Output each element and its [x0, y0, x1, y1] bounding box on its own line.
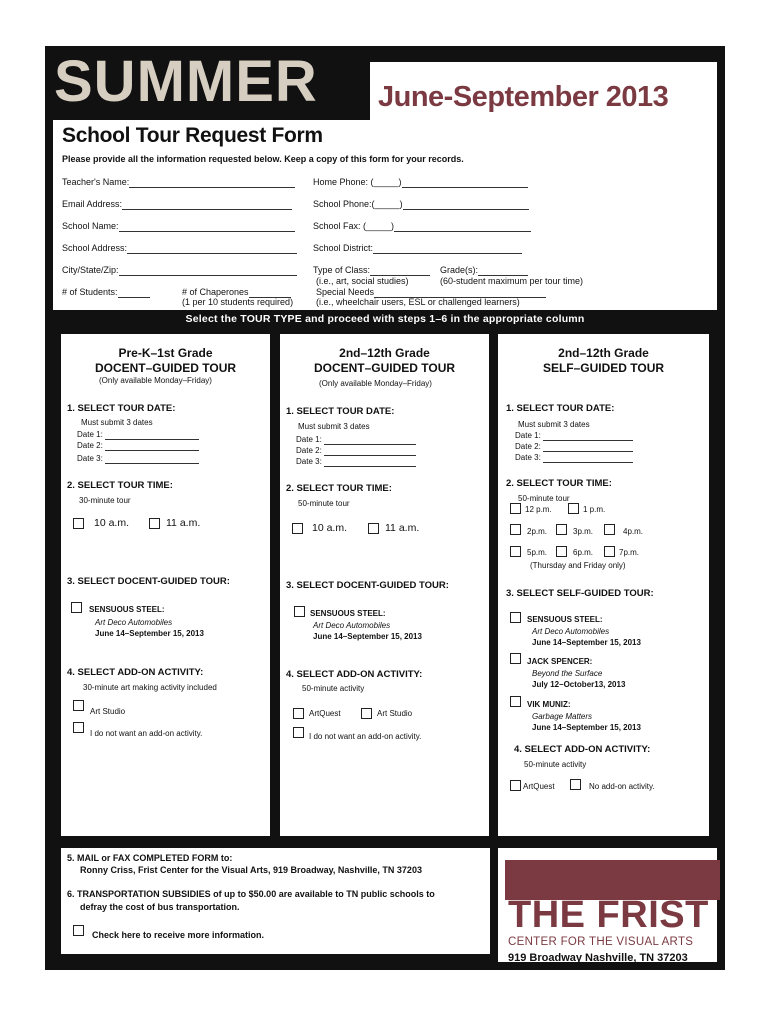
- col3-step3: 3. SELECT SELF-GUIDED TOUR:: [506, 588, 654, 599]
- col2-11am-checkbox[interactable]: [368, 523, 379, 534]
- col2-11am-label: 11 a.m.: [385, 522, 420, 534]
- school-address-field[interactable]: [62, 243, 297, 254]
- col2-date2-label: Date 2:: [296, 446, 322, 455]
- col3-step4: 4. SELECT ADD-ON ACTIVITY:: [514, 744, 651, 755]
- col1-date1-field[interactable]: [77, 429, 199, 440]
- grades-note: (60-student maximum per tour time): [440, 276, 584, 286]
- col2-step1-note: Must submit 3 dates: [298, 422, 370, 431]
- column-2-12-docent: [280, 334, 489, 836]
- more-info-label: Check here to receive more information.: [92, 930, 265, 940]
- col2-date3-label: Date 3:: [296, 457, 322, 466]
- col2-artquest-checkbox[interactable]: [293, 708, 304, 719]
- col3-date1-label: Date 1:: [515, 431, 541, 440]
- school-phone-field[interactable]: [313, 199, 529, 210]
- col3-step2-note: 50-minute tour: [518, 494, 570, 503]
- col3-tour1-subtitle: Art Deco Automobiles: [532, 627, 610, 636]
- col3-date3-field[interactable]: [515, 452, 633, 463]
- email-field[interactable]: [62, 199, 292, 210]
- col3-3pm-label: 3p.m.: [573, 527, 594, 536]
- col3-tour2-subtitle: Beyond the Surface: [532, 669, 603, 678]
- step5-address: Ronny Criss, Frist Center for the Visual Arts, 919 Broadway, Nashville, TN 37203: [80, 865, 422, 875]
- col3-jack-spencer-checkbox[interactable]: [510, 653, 521, 664]
- school-name-label: School Name:: [62, 221, 119, 231]
- col1-date1-label: Date 1:: [77, 430, 103, 439]
- col2-step2-note: 50-minute tour: [298, 499, 350, 508]
- school-district-field[interactable]: [313, 243, 522, 254]
- logo-subtitle: CENTER FOR THE VISUAL ARTS: [508, 936, 694, 948]
- col1-art-studio-label: Art Studio: [90, 707, 126, 716]
- city-state-zip-field[interactable]: [62, 265, 297, 276]
- col3-artquest-label: ArtQuest: [523, 782, 555, 791]
- form-title: School Tour Request Form: [62, 124, 323, 147]
- col1-grade-heading: Pre-K–1st Grade: [118, 346, 213, 360]
- col2-date1-label: Date 1:: [296, 435, 322, 444]
- col1-step4: 4. SELECT ADD-ON ACTIVITY:: [67, 667, 204, 678]
- col1-art-studio-checkbox[interactable]: [73, 700, 84, 711]
- col1-10am-label: 10 a.m.: [94, 517, 130, 529]
- special-needs-note: (i.e., wheelchair users, ESL or challenged learners): [316, 297, 520, 307]
- logo-address: 919 Broadway Nashville, TN 37203: [508, 952, 688, 964]
- students-label: # of Students:: [62, 287, 118, 297]
- grades-field[interactable]: [440, 265, 528, 276]
- col3-date2-label: Date 2:: [515, 442, 541, 451]
- col1-11am-checkbox[interactable]: [149, 518, 160, 529]
- more-info-checkbox[interactable]: [73, 925, 84, 936]
- col3-12pm-checkbox[interactable]: [510, 503, 521, 514]
- column-2-12-self-guided: [498, 334, 709, 836]
- col3-tour3-dates: June 14–September 15, 2013: [532, 723, 641, 732]
- chaperones-note: (1 per 10 students required): [182, 297, 294, 307]
- col1-11am-label: 11 a.m.: [166, 517, 201, 529]
- col3-7pm-label: 7p.m.: [619, 548, 640, 557]
- city-label: City/State/Zip:: [62, 265, 119, 275]
- col2-10am-checkbox[interactable]: [292, 523, 303, 534]
- col2-art-studio-checkbox[interactable]: [361, 708, 372, 719]
- form-instructions: Please provide all the information requested below. Keep a copy of this form for your records.: [62, 154, 464, 164]
- col3-3pm-checkbox[interactable]: [556, 524, 567, 535]
- col1-sensuous-steel-checkbox[interactable]: [71, 602, 82, 613]
- col2-step3: 3. SELECT DOCENT-GUIDED TOUR:: [286, 580, 449, 591]
- col3-5pm-checkbox[interactable]: [510, 546, 521, 557]
- col1-step2-note: 30-minute tour: [79, 496, 131, 505]
- col3-tour2-dates: July 12–October13, 2013: [532, 680, 626, 689]
- school-name-field[interactable]: [62, 221, 295, 232]
- col1-date3-field[interactable]: [77, 453, 199, 464]
- teacher-name-field[interactable]: [62, 177, 295, 188]
- type-of-class-field[interactable]: [313, 265, 430, 276]
- col3-step4-note: 50-minute activity: [524, 760, 587, 769]
- col3-artquest-checkbox[interactable]: [510, 780, 521, 791]
- col2-tour-type-heading: DOCENT–GUIDED TOUR: [313, 361, 456, 375]
- col1-step4-note: 30-minute art making activity included: [83, 683, 217, 692]
- col2-date2-field[interactable]: [296, 445, 416, 456]
- school-phone-label: School Phone:(_____): [313, 199, 403, 209]
- col1-10am-checkbox[interactable]: [73, 518, 84, 529]
- col3-1pm-checkbox[interactable]: [568, 503, 579, 514]
- col2-availability: (Only available Monday–Friday): [319, 379, 432, 388]
- col2-tour-dates: June 14–September 15, 2013: [313, 632, 422, 641]
- tour-type-instruction: Select the TOUR TYPE and proceed with steps 1–6 in the appropriate column: [185, 313, 585, 325]
- type-of-class-label: Type of Class:: [313, 265, 371, 275]
- step6-line2: defray the cost of bus transportation.: [80, 902, 240, 912]
- col3-tour3-name: VIK MUNIZ:: [527, 700, 571, 709]
- col3-6pm-checkbox[interactable]: [556, 546, 567, 557]
- col2-tour-subtitle: Art Deco Automobiles: [313, 621, 391, 630]
- col2-date1-field[interactable]: [296, 434, 416, 445]
- col2-grade-heading: 2nd–12th Grade: [339, 346, 430, 360]
- col1-no-addon-checkbox[interactable]: [73, 722, 84, 733]
- special-needs-label: Special Needs: [316, 287, 375, 297]
- col3-4pm-label: 4p.m.: [623, 527, 644, 536]
- col1-date2-label: Date 2:: [77, 441, 103, 450]
- col1-no-addon-label: I do not want an add-on activity.: [90, 729, 203, 738]
- col1-date3-label: Date 3:: [77, 454, 103, 463]
- col3-step1-note: Must submit 3 dates: [518, 420, 590, 429]
- step6-heading: 6. TRANSPORTATION SUBSIDIES of up to $50.00 are available to TN public schools to: [67, 889, 435, 899]
- home-phone-label: Home Phone: (_____): [313, 177, 402, 187]
- col2-art-studio-label: Art Studio: [377, 709, 413, 718]
- col3-sensuous-steel-checkbox[interactable]: [510, 612, 521, 623]
- col3-time-note: (Thursday and Friday only): [530, 561, 626, 570]
- col3-step2: 2. SELECT TOUR TIME:: [506, 478, 612, 489]
- col1-step1: 1. SELECT TOUR DATE:: [67, 403, 176, 414]
- season-dates: June-September 2013: [378, 81, 669, 113]
- col3-step1: 1. SELECT TOUR DATE:: [506, 403, 615, 414]
- col1-availability: (Only available Monday–Friday): [99, 376, 212, 385]
- col2-date3-field[interactable]: [296, 456, 416, 467]
- home-phone-field[interactable]: [313, 177, 528, 188]
- column-prek-docent: [61, 334, 270, 836]
- school-fax-label: School Fax: (_____): [313, 221, 395, 231]
- col1-tour-dates: June 14–September 15, 2013: [95, 629, 204, 638]
- col2-step4: 4. SELECT ADD-ON ACTIVITY:: [286, 669, 423, 680]
- col3-no-addon-label: No add-on activity.: [589, 782, 655, 791]
- col2-10am-label: 10 a.m.: [312, 522, 348, 534]
- col3-5pm-label: 5p.m.: [527, 548, 548, 557]
- col2-artquest-label: ArtQuest: [309, 709, 341, 718]
- col3-4pm-checkbox[interactable]: [604, 524, 615, 535]
- col3-tour1-name: SENSUOUS STEEL:: [527, 615, 603, 624]
- col3-12pm-label: 12 p.m.: [525, 505, 552, 514]
- col1-date2-field[interactable]: [77, 440, 199, 451]
- col3-2pm-checkbox[interactable]: [510, 524, 521, 535]
- col2-tour-name: SENSUOUS STEEL:: [310, 609, 386, 618]
- col3-7pm-checkbox[interactable]: [604, 546, 615, 557]
- col1-tour-type-heading: DOCENT–GUIDED TOUR: [94, 361, 237, 375]
- col2-step2: 2. SELECT TOUR TIME:: [286, 483, 392, 494]
- col3-tour2-name: JACK SPENCER:: [527, 657, 593, 666]
- col3-tour-type-heading: SELF–GUIDED TOUR: [542, 361, 665, 375]
- col1-tour-name: SENSUOUS STEEL:: [89, 605, 165, 614]
- school-district-label: School District:: [313, 243, 374, 253]
- school-address-label: School Address:: [62, 243, 128, 253]
- mailing-section: [61, 848, 490, 954]
- school-fax-field[interactable]: [313, 221, 531, 232]
- col3-vik-muniz-checkbox[interactable]: [510, 696, 521, 707]
- col2-step1: 1. SELECT TOUR DATE:: [286, 406, 395, 417]
- col1-step2: 2. SELECT TOUR TIME:: [67, 480, 173, 491]
- col3-date1-field[interactable]: [515, 430, 633, 441]
- col3-tour3-subtitle: Garbage Matters: [532, 712, 593, 721]
- email-label: Email Address:: [62, 199, 123, 209]
- teacher-name-label: Teacher's Name:: [62, 177, 130, 187]
- grades-label: Grade(s):: [440, 265, 479, 275]
- frist-logo: THE FRIST: [508, 894, 709, 936]
- col1-tour-subtitle: Art Deco Automobiles: [95, 618, 173, 627]
- col3-date2-field[interactable]: [515, 441, 633, 452]
- col3-date3-label: Date 3:: [515, 453, 541, 462]
- col2-no-addon-checkbox[interactable]: [293, 727, 304, 738]
- students-field[interactable]: [62, 287, 150, 298]
- col3-2pm-label: 2p.m.: [527, 527, 548, 536]
- col1-step3: 3. SELECT DOCENT-GUIDED TOUR:: [67, 576, 230, 587]
- type-of-class-example: (i.e., art, social studies): [316, 276, 409, 286]
- col2-step4-note: 50-minute activity: [302, 684, 365, 693]
- chaperones-label: # of Chaperones: [182, 287, 249, 297]
- col3-no-addon-checkbox[interactable]: [570, 779, 581, 790]
- col3-grade-heading: 2nd–12th Grade: [558, 346, 649, 360]
- col3-6pm-label: 6p.m.: [573, 548, 594, 557]
- summer-heading: SUMMER: [54, 49, 318, 114]
- step5-heading: 5. MAIL or FAX COMPLETED FORM to:: [67, 853, 233, 863]
- col2-no-addon-label: I do not want an add-on activity.: [309, 732, 422, 741]
- col3-tour1-dates: June 14–September 15, 2013: [532, 638, 641, 647]
- col2-sensuous-steel-checkbox[interactable]: [294, 606, 305, 617]
- col1-step1-note: Must submit 3 dates: [81, 418, 153, 427]
- col3-1pm-label: 1 p.m.: [583, 505, 606, 514]
